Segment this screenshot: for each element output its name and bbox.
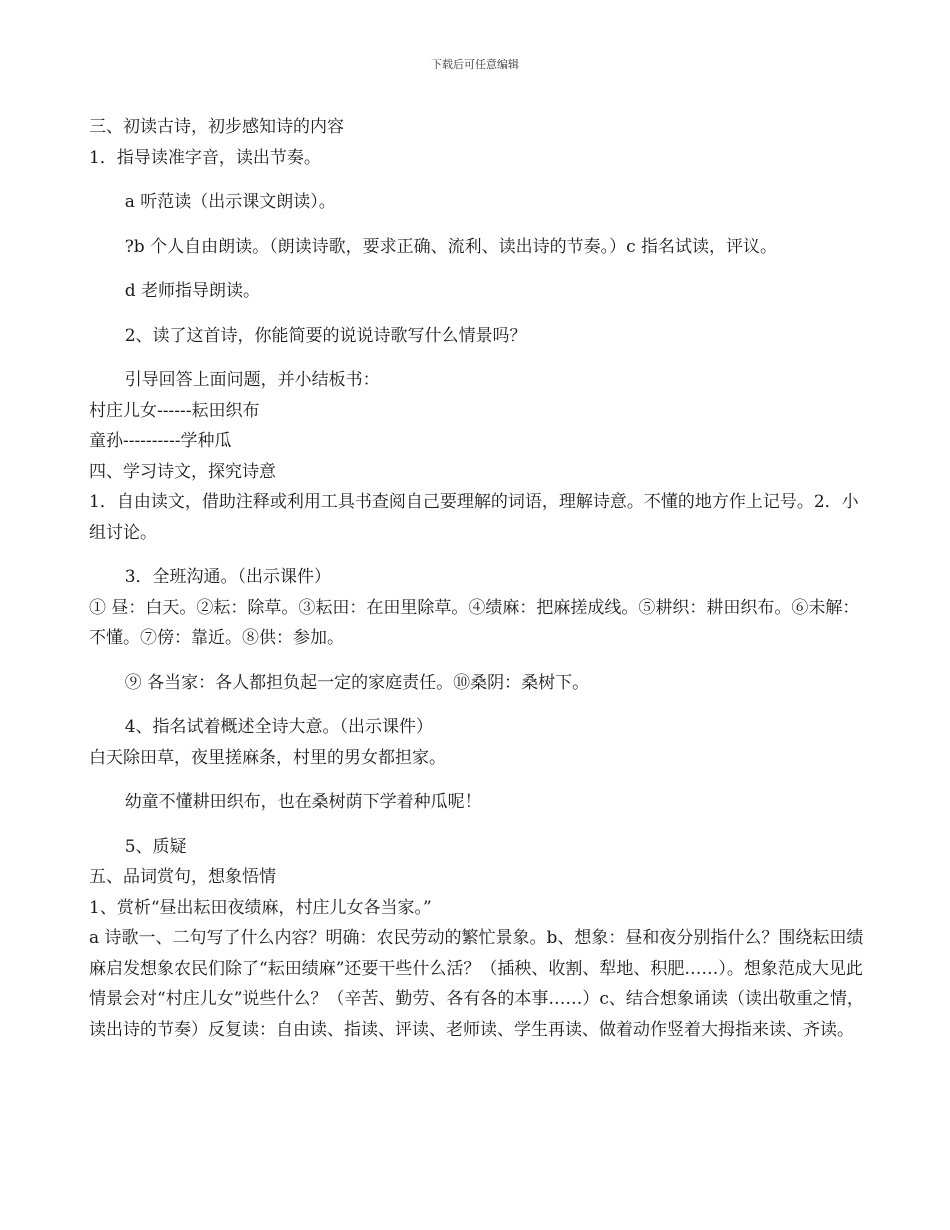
paragraph: ?b 个人自由朗读。（朗读诗歌，要求正确、流利、读出诗的节奏。）c 指名试读，评议。 (124, 236, 778, 257)
section-heading: 四、学习诗文，探究诗意 (89, 461, 276, 482)
glossary-paragraph: ⑨ 各当家：各人都担负起一定的家庭责任。⑩桑阴：桑树下。 (124, 672, 590, 693)
section-heading: 五、品词赏句，想象悟情 (89, 867, 276, 887)
paragraph: a 听范读（出示课文朗读）。 (124, 192, 336, 212)
paragraph: a 诗歌一、二句写了什么内容？明确：农民劳动的繁忙景象。b、想象：昼和夜分别指什么？围绕耘田绩麻启发想象农民们除了“耘田绩麻”还要干些什么活？（插秧、收割、犁地、积肥……）。想象范成大见此情景会对“村庄儿女”说些什么？（辛苦、勤劳、各有各的本事……）c、结合想象诵读（读出敬重之情，读出诗的节奏）反复读：自由读、指读、评读、老师读、学生再读、做着动作竖着大拇指来读、齐读。 (89, 928, 864, 1040)
section-heading: 三、初读古诗，初步感知诗的内容 (89, 117, 344, 137)
paragraph: 1．自由读文，借助注释或利用工具书查阅自己要理解的词语，理解诗意。不懂的地方作上记号。2．小组讨论。 (89, 492, 859, 543)
page-header: 下载后可任意编辑 (431, 58, 519, 71)
paragraph: 3．全班沟通。（出示课件） (124, 567, 332, 587)
paragraph: 1．指导读准字音，读出节奏。 (89, 147, 321, 168)
paragraph: d 老师指导朗读。 (124, 281, 260, 301)
paragraph: 4、指名试着概述全诗大意。（出示课件） (124, 717, 434, 737)
paragraph: 引导回答上面问题，并小结板书： (124, 370, 380, 390)
board-note: 村庄儿女------耘田织布 (89, 400, 260, 421)
paragraph: 幼童不懂耕田织布，也在桑树荫下学着种瓜呢！ (124, 792, 482, 812)
glossary-paragraph: ① 昼：白天。②耘：除草。③耘田：在田里除草。④绩麻：把麻搓成线。⑤耕织：耕田织布。⑥未解：不懂。⑦傍：靠近。⑧供：参加。 (89, 597, 860, 648)
document-body (89, 112, 864, 1045)
paragraph: 1、赏析“昼出耘田夜绩麻，村庄儿女各当家。” (89, 897, 432, 918)
board-note: 童孙----------学种瓜 (89, 431, 232, 451)
paragraph: 2、读了这首诗，你能简要的说说诗歌写什么情景吗？ (124, 325, 527, 346)
paragraph: 白天除田草，夜里搓麻条，村里的男女都担家。 (89, 747, 446, 768)
paragraph: 5、质疑 (124, 836, 187, 857)
